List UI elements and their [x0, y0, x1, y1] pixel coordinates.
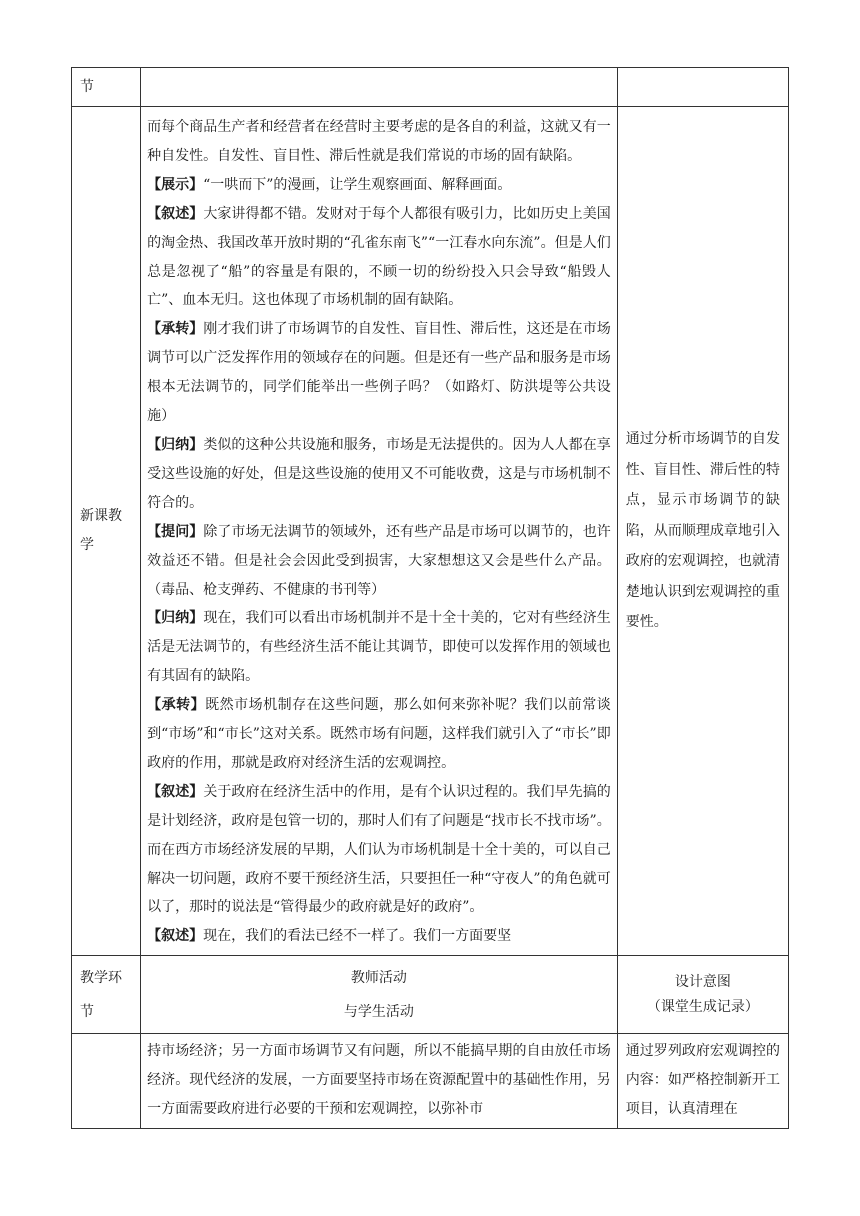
design-intent-text: 通过罗列政府宏观调控的内容：如严格控制新开工项目，认真清理在 [625, 1043, 780, 1118]
column-header: 教师活动 [350, 969, 407, 986]
intent-cell [617, 107, 788, 956]
activity-cell [141, 68, 618, 107]
paragraph-tag: 【承转】 [147, 697, 206, 714]
activity-header-cell [141, 956, 618, 1034]
paragraph [147, 431, 611, 518]
paragraph [147, 171, 611, 200]
paragraph-text: 现在，我们可以看出市场机制并不是十全十美的，它对有些经济生活是无法调节的，有些经济生活不能让其调节，即使可以发挥作用的领域也有其固有的缺陷。 [147, 610, 611, 685]
paragraph [147, 315, 611, 431]
table-row [72, 1034, 789, 1129]
paragraph-tag: 【承转】 [147, 321, 204, 338]
paragraph-text: 刚才我们讲了市场调节的自发性、盲目性、滞后性，这还是在市场调节可以广泛发挥作用的领域存在的问题。但是还有一些产品和服务是市场根本无法调节的，同学们能举出一些例子吗？（如路灯、防洪堤等公共设施） [147, 321, 611, 425]
paragraph [147, 113, 611, 171]
paragraph-text: 除了市场无法调节的领域外，还有些产品是市场可以调节的，也许效益还不错。但是社会会因此受到损害，大家想想这又会是些什么产品。（毒品、枪支弹药、不健康的书刊等） [147, 523, 611, 598]
paragraph-text: 关于政府在经济生活中的作用，是有个认识过程的。我们早先搞的是计划经济，政府是包管一切的，那时人们有了问题是“找市长不找市场”。而在西方市场经济发展的早期，人们认为市场机制是十全十美的，可以自己解决一切问题，政府不要干预经济生活，只要担任一种“守夜人”的角色就可以了，那时的说法是“管得最少的政府就是好的政府”。 [147, 783, 611, 916]
intent-cell [617, 68, 788, 107]
paragraph-tag: 【归纳】 [147, 610, 204, 627]
paragraph-text: “一哄而下”的漫画，让学生观察画面、解释画面。 [203, 176, 512, 193]
design-intent-text: 通过分析市场调节的自发性、盲目性、滞后性的特点，显示市场调节的缺陷，从而顺理成章地引入政府的宏观调控，也就清楚地认识到宏观调控的重要性。 [625, 431, 780, 631]
table-row [72, 68, 789, 107]
teacher-activity-text: 持市场经济；另一方面市场调节又有问题，所以不能搞早期的自由放任市场经济。现代经济的发展，一方面要坚持市场在资源配置中的基础性作用，另一方面需要政府进行必要的干预和宏观调控，以弥补市 [147, 1043, 611, 1118]
paragraph [147, 200, 611, 316]
column-header: 设计意图 [674, 973, 731, 990]
section-label: 节 [80, 79, 94, 95]
paragraph [147, 604, 611, 691]
column-header: 与学生活动 [343, 1003, 414, 1020]
paragraph [147, 778, 611, 923]
teacher-activity-text [141, 107, 617, 955]
paragraph-text: 而每个商品生产者和经营者在经营时主要考虑的是各自的利益，这就又有一种自发性。自发性、盲目性、滞后性就是我们常说的市场的固有缺陷。 [147, 119, 611, 164]
section-label: 新课教学 [80, 508, 122, 554]
intent-cell [617, 1034, 788, 1129]
section-cell [72, 956, 141, 1034]
paragraph-tag: 【叙述】 [147, 928, 204, 945]
intent-header-cell [617, 956, 788, 1034]
section-label: 教学环节 [80, 969, 122, 1020]
table-row [72, 956, 789, 1034]
paragraph-text: 类似的这种公共设施和服务，市场是无法提供的。因为人人都在享受这些设施的好处，但是这些设施的使用又不可能收费，这是与市场机制不符合的。 [147, 436, 611, 511]
paragraph-text: 既然市场机制存在这些问题，那么如何来弥补呢？我们以前常谈到“市场”和“市长”这对关系。既然市场有问题，这样我们就引入了“市长”即政府的作用，那就是政府对经济生活的宏观调控。 [147, 697, 611, 771]
paragraph [147, 691, 611, 778]
activity-cell [141, 107, 618, 956]
paragraph-text: 大家讲得都不错。发财对于每个人都很有吸引力，比如历史上美国的淘金热、我国改革开放时期的“孔雀东南飞”“一江春水向东流”。但是人们总是忽视了“船”的容量是有限的，不顾一切的纷纷投入只会导致“船毁人亡”、血本无归。这也体现了市场机制的固有缺陷。 [147, 205, 611, 309]
paragraph [147, 518, 611, 605]
section-cell [72, 107, 141, 956]
paragraph [147, 922, 611, 951]
activity-cell [141, 1034, 618, 1129]
table-row [72, 107, 789, 956]
paragraph-tag: 【展示】 [147, 176, 204, 193]
section-cell [72, 1034, 141, 1129]
paragraph-tag: 【叙述】 [147, 205, 204, 222]
lesson-plan-table [71, 67, 789, 1129]
section-cell [72, 68, 141, 107]
paragraph-tag: 【归纳】 [147, 436, 204, 453]
paragraph-tag: 【叙述】 [147, 783, 204, 800]
paragraph-text: 现在，我们的看法已经不一样了。我们一方面要坚 [203, 928, 512, 945]
paragraph-tag: 【提问】 [147, 523, 204, 540]
column-header: （课堂生成记录） [646, 998, 759, 1015]
